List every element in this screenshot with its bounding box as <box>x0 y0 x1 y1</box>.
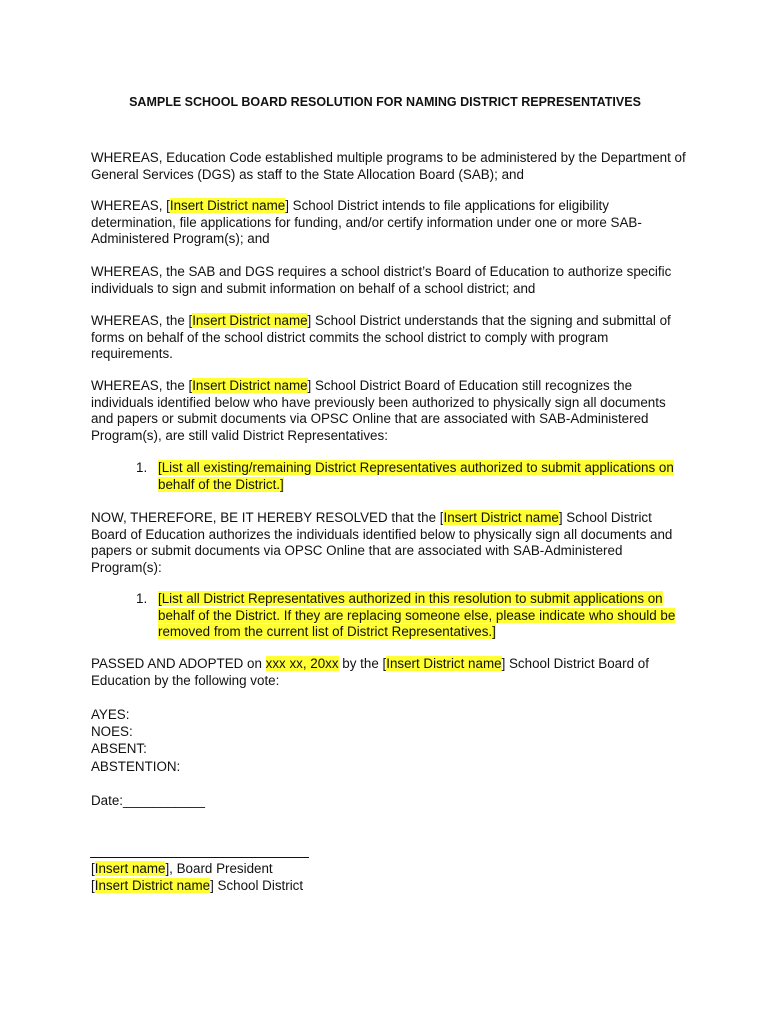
paragraph-whereas-5 <box>91 378 687 444</box>
paragraph-text: PASSED AND ADOPTED on <box>91 656 266 671</box>
placeholder-district-name: Insert District name <box>169 198 286 213</box>
date-line: Date:___________ <box>91 793 205 808</box>
paragraph-whereas-2 <box>91 198 687 248</box>
paragraph-text: WHEREAS, [ <box>91 198 170 213</box>
paragraph-resolved <box>91 510 687 576</box>
paragraph-whereas-3 <box>91 264 687 297</box>
vote-ayes: AYES: <box>91 707 130 722</box>
vote-abstention: ABSTENTION: <box>91 759 181 774</box>
list1-number: 1. <box>136 460 148 475</box>
placeholder-existing-representatives: [List all existing/remaining District Representatives authorized to submit applications on behalf of the District.] <box>158 460 674 492</box>
vote-noes: NOES: <box>91 724 133 739</box>
paragraph-text: ] School District intends to file applications for eligibility determination, file applications for funding, and/or certify information under one or more SAB-Administered Program(s); and <box>91 198 642 246</box>
paragraph-text: ] School District Board of Education authorizes the individuals identified below to physically sign all documents and papers or submit documents via OPSC Online that are associated with SAB-Administered Program(s): <box>91 510 673 575</box>
placeholder-new-representatives: [List all District Representatives authorized in this resolution to submit applications on behalf of the District. If they are replacing someone else, please indicate who should be removed from the current list of District Representatives.] <box>158 591 676 639</box>
placeholder-district-name: Insert District name <box>386 656 502 671</box>
signature-district-label: ] School District <box>210 878 304 893</box>
signature-title: ], Board President <box>165 861 273 876</box>
paragraph-text: WHEREAS, Education Code established multiple programs to be administered by the Department of General Services (DGS) as staff to the State Allocation Board (SAB); and <box>91 150 686 182</box>
placeholder-district-name: Insert District name <box>192 313 308 328</box>
paragraph-text: WHEREAS, the [ <box>91 378 193 393</box>
paragraph-text: by the [ <box>338 656 387 671</box>
paragraph-whereas-4 <box>91 313 687 363</box>
placeholder-name: Insert name <box>94 861 166 876</box>
paragraph-text: WHEREAS, the [ <box>91 313 193 328</box>
bracket: [ <box>91 878 95 893</box>
document-title: SAMPLE SCHOOL BOARD RESOLUTION FOR NAMING DISTRICT REPRESENTATIVES <box>129 95 641 109</box>
placeholder-district-name: Insert District name <box>443 510 559 525</box>
paragraph-text: WHEREAS, the SAB and DGS requires a school district’s Board of Education to authorize specific individuals to sign and submit information on behalf of a school district; and <box>91 264 672 296</box>
placeholder-district-name: Insert District name <box>94 878 211 893</box>
list2-number: 1. <box>136 591 148 606</box>
signature-president <box>91 860 273 878</box>
list2-item <box>158 591 683 641</box>
paragraph-passed-adopted <box>91 656 687 689</box>
paragraph-text: ] School District Board of Education by the following vote: <box>91 656 649 688</box>
placeholder-date: xxx xx, 20xx <box>265 656 339 671</box>
paragraph-text: NOW, THEREFORE, BE IT HEREBY RESOLVED that the [ <box>91 510 444 525</box>
paragraph-text: ] School District understands that the signing and submittal of forms on behalf of the school district commits the school district to comply with program requirements. <box>91 313 671 361</box>
bracket: [ <box>91 861 95 876</box>
signature-district <box>91 877 303 895</box>
signature-rule <box>90 857 309 858</box>
vote-absent: ABSENT: <box>91 741 147 756</box>
list1-item <box>158 460 683 493</box>
placeholder-district-name: Insert District name <box>192 378 308 393</box>
paragraph-text: ] School District Board of Education still recognizes the individuals identified below who have previously been authorized to physically sign all documents and papers or submit documents via OPSC Online that are associated with SAB-Administered Program(s), are still valid District Representatives: <box>91 378 666 443</box>
paragraph-whereas-1 <box>91 150 687 183</box>
